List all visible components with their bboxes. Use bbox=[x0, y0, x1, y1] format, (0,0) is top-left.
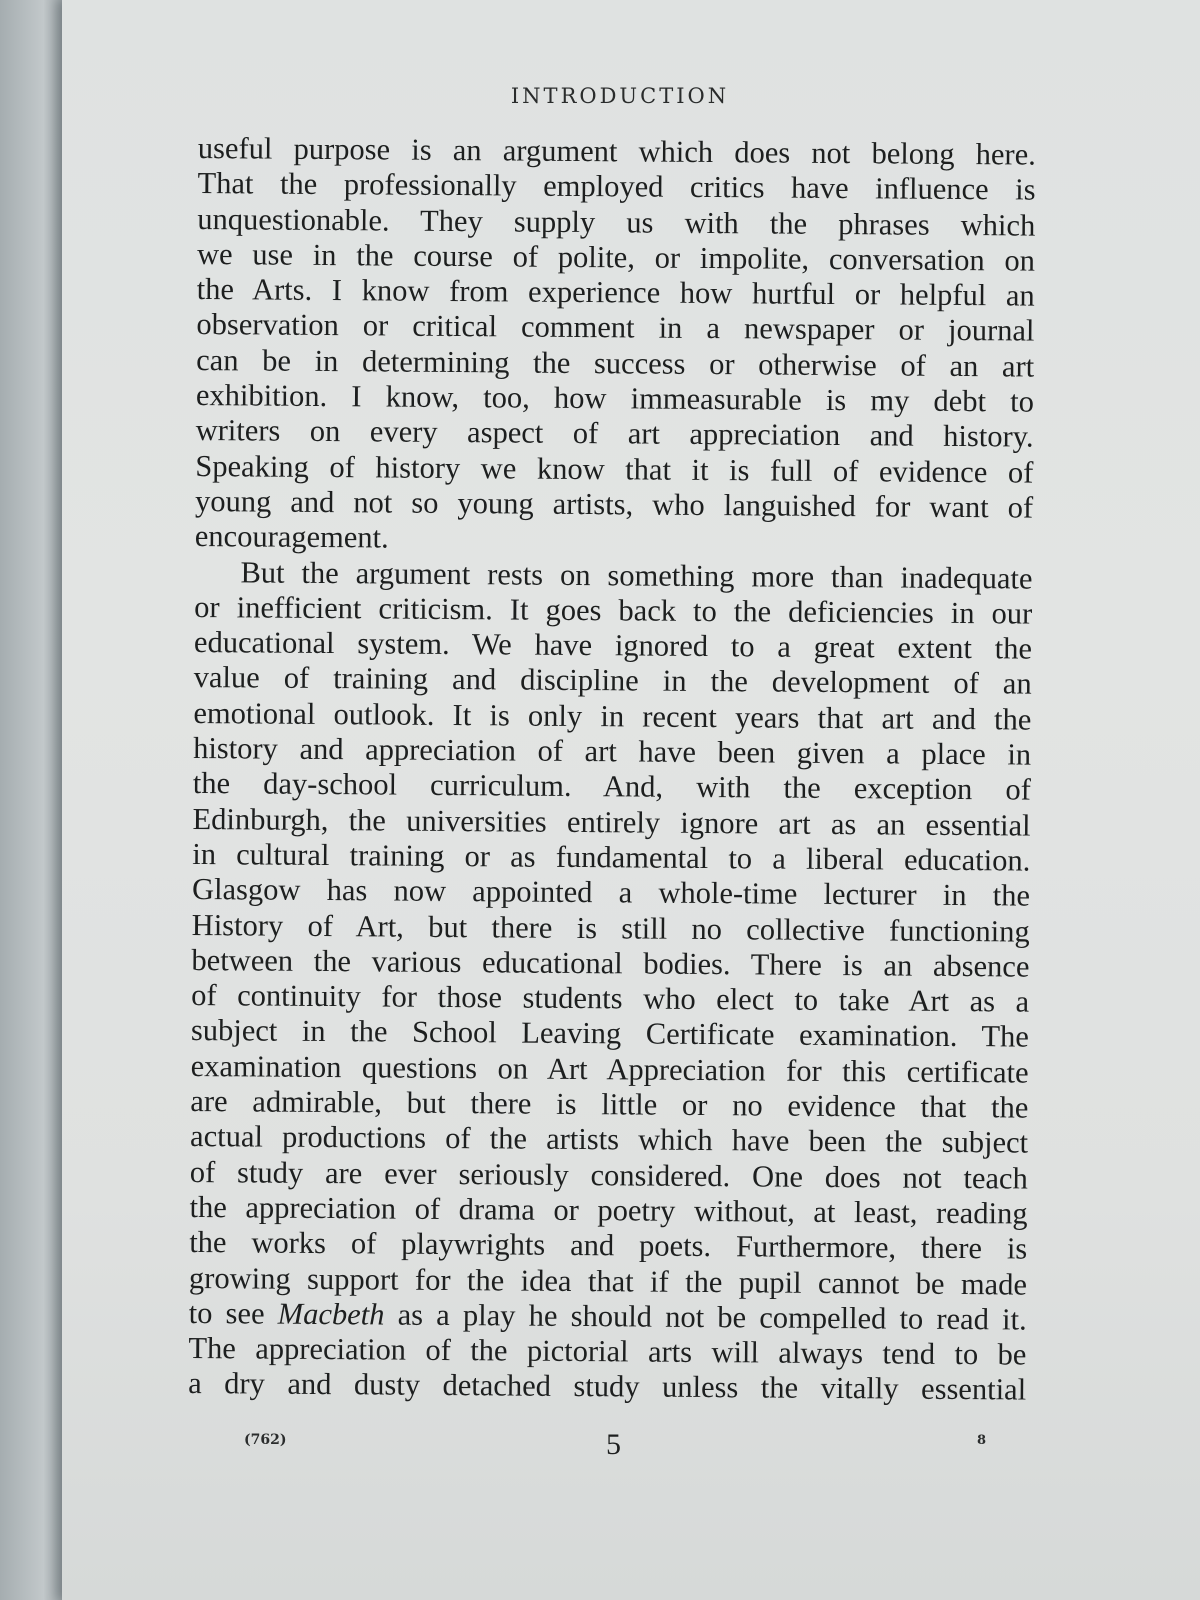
text-line: educational system. We have ignored to a great extent the bbox=[193, 625, 1033, 666]
text-run: to see bbox=[188, 1295, 278, 1331]
text-line: we use in the course of polite, or impolite, conversation on bbox=[196, 236, 1036, 278]
text-line: the appreciation of drama or poetry without, at least, reading bbox=[189, 1189, 1028, 1231]
text-line: History of Art, but there is still no collective functioning bbox=[191, 907, 1030, 949]
text-line: in cultural training or as fundamental to a liberal education. bbox=[192, 836, 1031, 878]
text-line: But the argument rests on something more than inadequate bbox=[240, 554, 1033, 596]
text-line: observation or critical comment in a newspaper or journal bbox=[196, 307, 1035, 349]
text-line: Glasgow has now appointed a whole-time lecturer in the bbox=[191, 872, 1031, 913]
text-line: value of training and discipline in the development of an bbox=[193, 660, 1032, 702]
text-line: or inefficient criticism. It goes back to the deficiencies in our bbox=[194, 589, 1033, 631]
text-line: Speaking of history we know that it is full of evidence of bbox=[195, 448, 1034, 490]
page-number: 5 bbox=[606, 1428, 621, 1461]
text-line: subject in the School Leaving Certificate examination. The bbox=[190, 1013, 1030, 1054]
text-line: Edinburgh, the universities entirely ignore art as an essential bbox=[192, 801, 1031, 843]
play-title: Macbeth bbox=[277, 1296, 385, 1332]
text-line: the works of playwrights and poets. Furthermore, there is bbox=[189, 1225, 1028, 1266]
body-text bbox=[188, 131, 1036, 1408]
text-line: exhibition. I know, too, how immeasurable is my debt to bbox=[195, 378, 1035, 419]
text-line: encouragement. bbox=[194, 519, 389, 555]
text-line: young and not so young artists, who languished for want of bbox=[194, 483, 1034, 525]
text-line: of continuity for those students who elect to take Art as a bbox=[191, 978, 1030, 1019]
text-run: as a play he should not be compelled to read it. bbox=[384, 1297, 1027, 1337]
text-line: The appreciation of the pictorial arts will always tend to be bbox=[188, 1331, 1027, 1372]
text-line: the day-school curriculum. And, with the exception of bbox=[192, 766, 1031, 807]
signature-mark: (762) bbox=[244, 1432, 287, 1448]
text-line: a dry and dusty detached study unless the vitally essential bbox=[188, 1366, 1027, 1407]
text-line: unquestionable. They supply us with the phrases which bbox=[197, 201, 1036, 243]
text-line: are admirable, but there is little or no evidence that the bbox=[190, 1083, 1029, 1125]
text-line: growing support for the idea that if the pupil cannot be made bbox=[188, 1260, 1028, 1302]
paragraph-1 bbox=[195, 131, 1036, 561]
text-line: emotional outlook. It is only in recent years that art and the bbox=[193, 695, 1032, 737]
text-line: of study are ever seriously considered. One does not teach bbox=[189, 1154, 1028, 1196]
text-line: That the professionally employed critics have influence is bbox=[197, 166, 1036, 207]
gathering-mark: 8 bbox=[977, 1433, 987, 1448]
text-line: between the various educational bodies. There is an absence bbox=[191, 942, 1030, 984]
paragraph-2 bbox=[188, 555, 1033, 1409]
text-line: actual productions of the artists which have been the subject bbox=[189, 1119, 1029, 1160]
text-line: can be in determining the success or otherwise of an art bbox=[196, 342, 1035, 384]
running-head: INTRODUCTION bbox=[510, 84, 730, 108]
text-line: useful purpose is an argument which does not belong here. bbox=[197, 131, 1036, 172]
text-line: examination questions on Art Appreciation for this certificate bbox=[190, 1048, 1029, 1090]
previous-page-edge bbox=[0, 0, 62, 1600]
text-line: history and appreciation of art have been given a place in bbox=[193, 731, 1032, 772]
text-line: the Arts. I know from experience how hurtful or helpful an bbox=[196, 272, 1035, 313]
text-line: writers on every aspect of art appreciation and history. bbox=[195, 413, 1034, 454]
